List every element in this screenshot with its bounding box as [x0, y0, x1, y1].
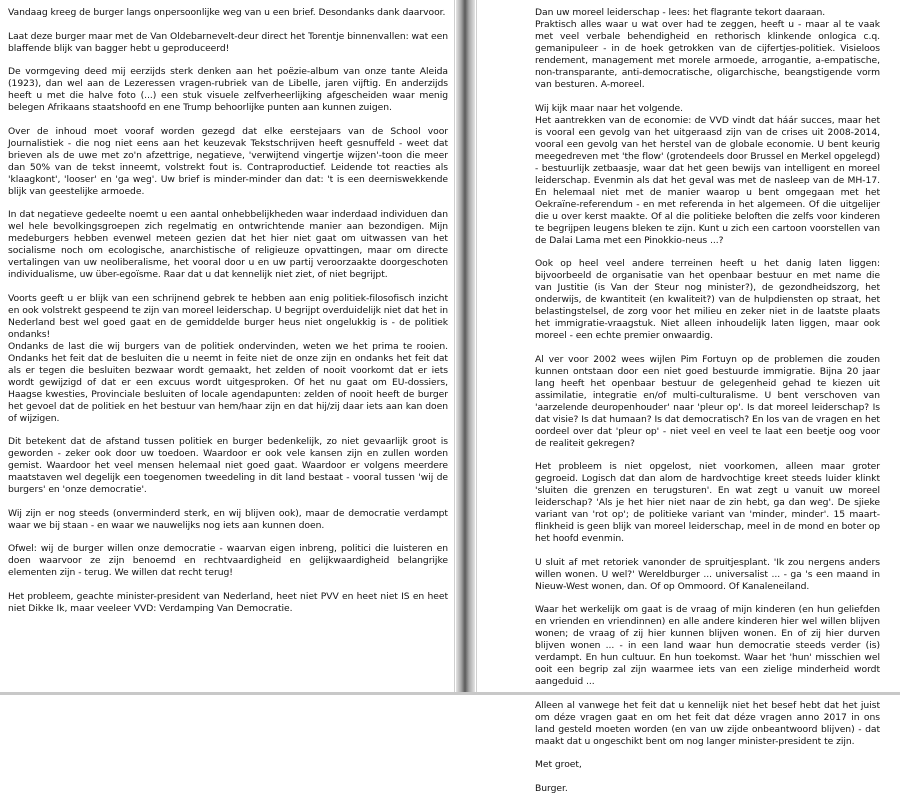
- paragraph-intro: Vandaag kreeg de burger langs onpersoonlijke weg van u een brief. Desondanks dank daarvoor.: [8, 7, 446, 18]
- paragraph-economie: Het aantrekken van de economie: de VVD vindt dat háár succes, maar het is vooral een gevolg van het uitgeraasd zijn van de crises uit 2008-2014, vooral een gevolg van het herstel van de globale economie. U bent keurig meegedreven met 'the flow' (grotendeels door Brussel en Merkel opgelegd) - bestuurlijk zetbaasje, waar dat het geen bewijs van intelligent en moreel leiderschap. Evenmin als dat het geval was met de nasleep van de MH-17. En helemaal niet met de manier waarop u bent omgegaan met het Oekraïne-referendum - en met referenda in het algemeen. Of die uitgelijer die u over kerst maakte. Of al die politieke beloften die zelfs voor kinderen te begrijpen leugens bleken te zijn. Kunt u zich een cartoon voorstellen van de Dalai Lama met een Pinokkio-neus ...?: [535, 114, 880, 246]
- paragraph-negatieve-gedeelte: In dat negatieve gedeelte noemt u een aantal onhebbelijkheden waar inderdaad individuen dan wel hele bevolkingsgroepen zich regelmatig en ontwrichtende manier aan bezondigen. Mijn medeburgers hebben evenwel meteen gezien dat het hier niet gaat om uitwassen van het socialisme noch om ecologische, anarchistische of religieuze opvattingen, maar om directe vertalingen van uw neoliberalisme, het vooral door u en uw partij veroorzaakte doorgeschoten individualisme, uw über-egoïsme. Raar dat u dat kennelijk niet ziet, of niet begrijpt.: [8, 209, 448, 280]
- paragraph-ofwel: Ofwel: wij de burger willen onze democratie - waarvan eigen inbreng, politici die luisteren en doen waarvoor ze zijn benoemd en rechtvaardigheid en gelijkwaardigheid belangrijke elementen zijn - terug. We willen dat recht terug!: [8, 543, 448, 578]
- paragraph-torentje: Laat deze burger maar met de Van Oldebarnevelt-deur direct het Torentje binnenvallen: wat een blaffende blijk van bagger hebt u geproduceerd!: [8, 30, 448, 54]
- paragraph-kinderen: Waar het werkelijk om gaat is de vraag of mijn kinderen (en hun geliefden en vrienden en vriendinnen) en alle andere kinderen hier wel willen blijven wonen; de vraag of zij hier kunnen blijven wonen. En of zij hier durven blijven wonen ... - in een land waar hun democratie steeds verder (is) verdampt. En hun cultuur. En hun toekomst. Waar het 'hun' misschien wel ooit een begrip zal zijn waarmee iets van een zielige minderheid wordt aangeduid ...: [535, 604, 880, 687]
- page-gutter: [456, 0, 475, 692]
- paragraph-vormgeving: De vormgeving deed mij eerzijds sterk denken aan het poëzie-album van onze tante Aleida (1923), dan wel aan de Lezeressen vragen-rubriek van de Libelle, jaren vijftig. En anderzijds heeft u met die halve foto (...) een stuk visuele zelfverheerlijking afgescheiden waar menig belegen Afrikaans staatshoofd en ene Trump behoorlijke punten aan kunnen zuigen.: [8, 66, 448, 113]
- signature: Burger.: [535, 782, 568, 794]
- paragraph-democratie-verdampt: Wij zijn er nog steeds (onverminderd sterk, en wij blijven ook), maar de democratie verdampt waar we bij staan - en waar we nauwelijks nog iets aan kunnen doen.: [8, 507, 448, 531]
- paragraph-afstand: Dit betekent dat de afstand tussen politiek en burger bedenkelijk, zo niet gevaarlijk groot is geworden - zeker ook door uw toedoen. Waardoor er ook vele kansen zijn en zullen worden gemist. Waardoor het veel mensen helemaal niet goed gaat. Waardoor er volgens meerdere maatstaven wel degelijk een toegenomen tweedeling in dit land bestaat - vooral tussen 'wij de burgers' en 'onze democratie'.: [8, 436, 448, 495]
- right-page-text: [535, 7, 880, 806]
- left-page: [0, 0, 455, 692]
- left-page-text: [8, 7, 448, 626]
- closing-greeting: Met groet,: [535, 759, 582, 770]
- paragraph-retoriek: U sluit af met retoriek vanonder de spruitjesplant. 'Ik zou nergens anders willen wonen. U wel?' Wereldburger ... universalist ... - ga 's een maand in Nieuw-West wonen, dan. Of op Ommoord. Of Kanaleneiland.: [535, 556, 880, 592]
- paragraph-probleem-vvd: Het probleem, geachte minister-president van Nederland, heet niet PVV en heet niet IS en heet niet Dikke Ik, maar veeleer VVD: Verdamping Van Democratie.: [8, 590, 448, 614]
- paragraph-kijk-maar: Wij kijk maar naar het volgende.: [535, 102, 683, 114]
- paragraph-andere-terreinen: Ook op heel veel andere terreinen heeft u het danig laten liggen: bijvoorbeeld de organisatie van het openbaar bestuur en met name die van Justitie (is Van der Steur nog minister?), de gezondheidszorg, het onderwijs, de kwantiteit (en kwaliteit?) van de hulpdiensten op straat, het belastingstelsel, de zorg voor het milieu en zeker niet in de laatste plaats het immigratie-vraagstuk. Niet alleen inhoudelijk laten liggen, maar ook moreel - een echte premier onwaardig.: [535, 258, 880, 341]
- bottom-edge: [0, 692, 900, 695]
- paragraph-inhoud: Over de inhoud moet vooraf worden gezegd dat elke eerstejaars van de School voor Journalistiek - die nog niet eens aan het keuzevak Tekstschrijven heeft gesnuffeld - weet dat brieven als de uwe met zo'n afzettrige, negatieve, 'verwijtend vingertje wijzen'-toon die meer dan 50% van de tekst inneemt, volstrekt fout is. Contraproductief. Leidende tot reacties als 'klaagkont', 'looser' en 'ga weg'. Uw brief is minder-minder dan dat: 't is een deerniswekkende blijk van geestelijke armoede.: [8, 125, 448, 197]
- paragraph-voorts: Voorts geeft u er blijk van een schrijnend gebrek te hebben aan enig politiek-filosofisch inzicht en ook volstrekt gespeend te zijn van moreel leiderschap. U begrijpt overduidelijk niet dat het in Nederland best wel goed gaat en de gemiddelde burger heus niet ongelukkig is - de politiek ondanks! Ondanks de last die wij burgers van de politiek ondervinden, weten we het prima te rooien. Ondanks het feit dat de besluiten die u neemt in feite niet de onze zijn en ondanks het feit dat als er tegen die besluiten bezwaar wordt gemaakt, het zelden of nooit voorkomt dat er iets wordt gewijzigd of dat er een excuus wordt uitgesproken. Of het nu gaat om EU-dossiers, Haagse kwesties, Provinciale besluiten of locale agendapunten: zelden of nooit heeft de burger het gevoel dat de politiek en het bestuur van hem/haar zijn en dat hij/zij daar iets aan kan doen of wijzigen.: [8, 292, 448, 424]
- paragraph-probleem-niet-opgelost: Het probleem is niet opgelost, niet voorkomen, alleen maar groter gegroeid. Logisch dat dan alom de hardvochtige kreet steeds luider klinkt 'sluiten die grenzen en terugsturen'. En wat zegt u vanuit uw moreel leiderschap? 'Als je het hier niet naar de zin hebt, ga dan weg'. De sjieke variant van 'rot op'; de politieke variant van 'minder, minder'. 15 maart-flinkheid is geen blijk van moreel leiderschap, meel in de mond en boter op het hoofd evenmin.: [535, 461, 880, 544]
- right-page: [476, 0, 900, 794]
- paragraph-fortuyn: Al ver voor 2002 wees wijlen Pim Fortuyn op de problemen die zouden kunnen ontstaan door een niet goed bestuurde immigratie. Bijna 20 jaar lang heeft het openbaar bestuur de gelegenheid gehad te kiezen uit assimilatie, integratie en/of multi-culturalisme. U bent verschoven van 'aarzelende deuropenhouder' naar 'pleur op'. Is dat moreel leiderschap? Is dat visie? Is dat humaan? Is dat democratisch? En los van de vragen en het oordeel over dat 'pleur op' - niet veel en veel te laat een beetje oog voor de realiteit gekregen?: [535, 353, 880, 449]
- paragraph-conclusie: Alleen al vanwege het feit dat u kennelijk niet het besef hebt dat het juist om déze vragen gaat en om het feit dat déze vragen anno 2017 in ons land gesteld moeten worden (en van uw zijde onbeantwoord blijven) - dat maakt dat u ongeschikt bent om nog langer minister-president te zijn.: [535, 699, 880, 747]
- paragraph-moreel-leiderschap: Dan uw moreel leiderschap - lees: het flagrante tekort daaraan. Praktisch alles waar u wat over had te zeggen, heeft u - maar al te vaak met veel verbale behendigheid en rethorisch klinkende onlogica c.q. gemanipuleer - in de hoek getrokken van de cijfertjes-politiek. Visieloos rendement, management met morele armoede, arrogantie, a-empatische, non-transparante, anti-democratische, oligarchische, beangstigende vorm van besturen. A-moreel.: [535, 7, 880, 90]
